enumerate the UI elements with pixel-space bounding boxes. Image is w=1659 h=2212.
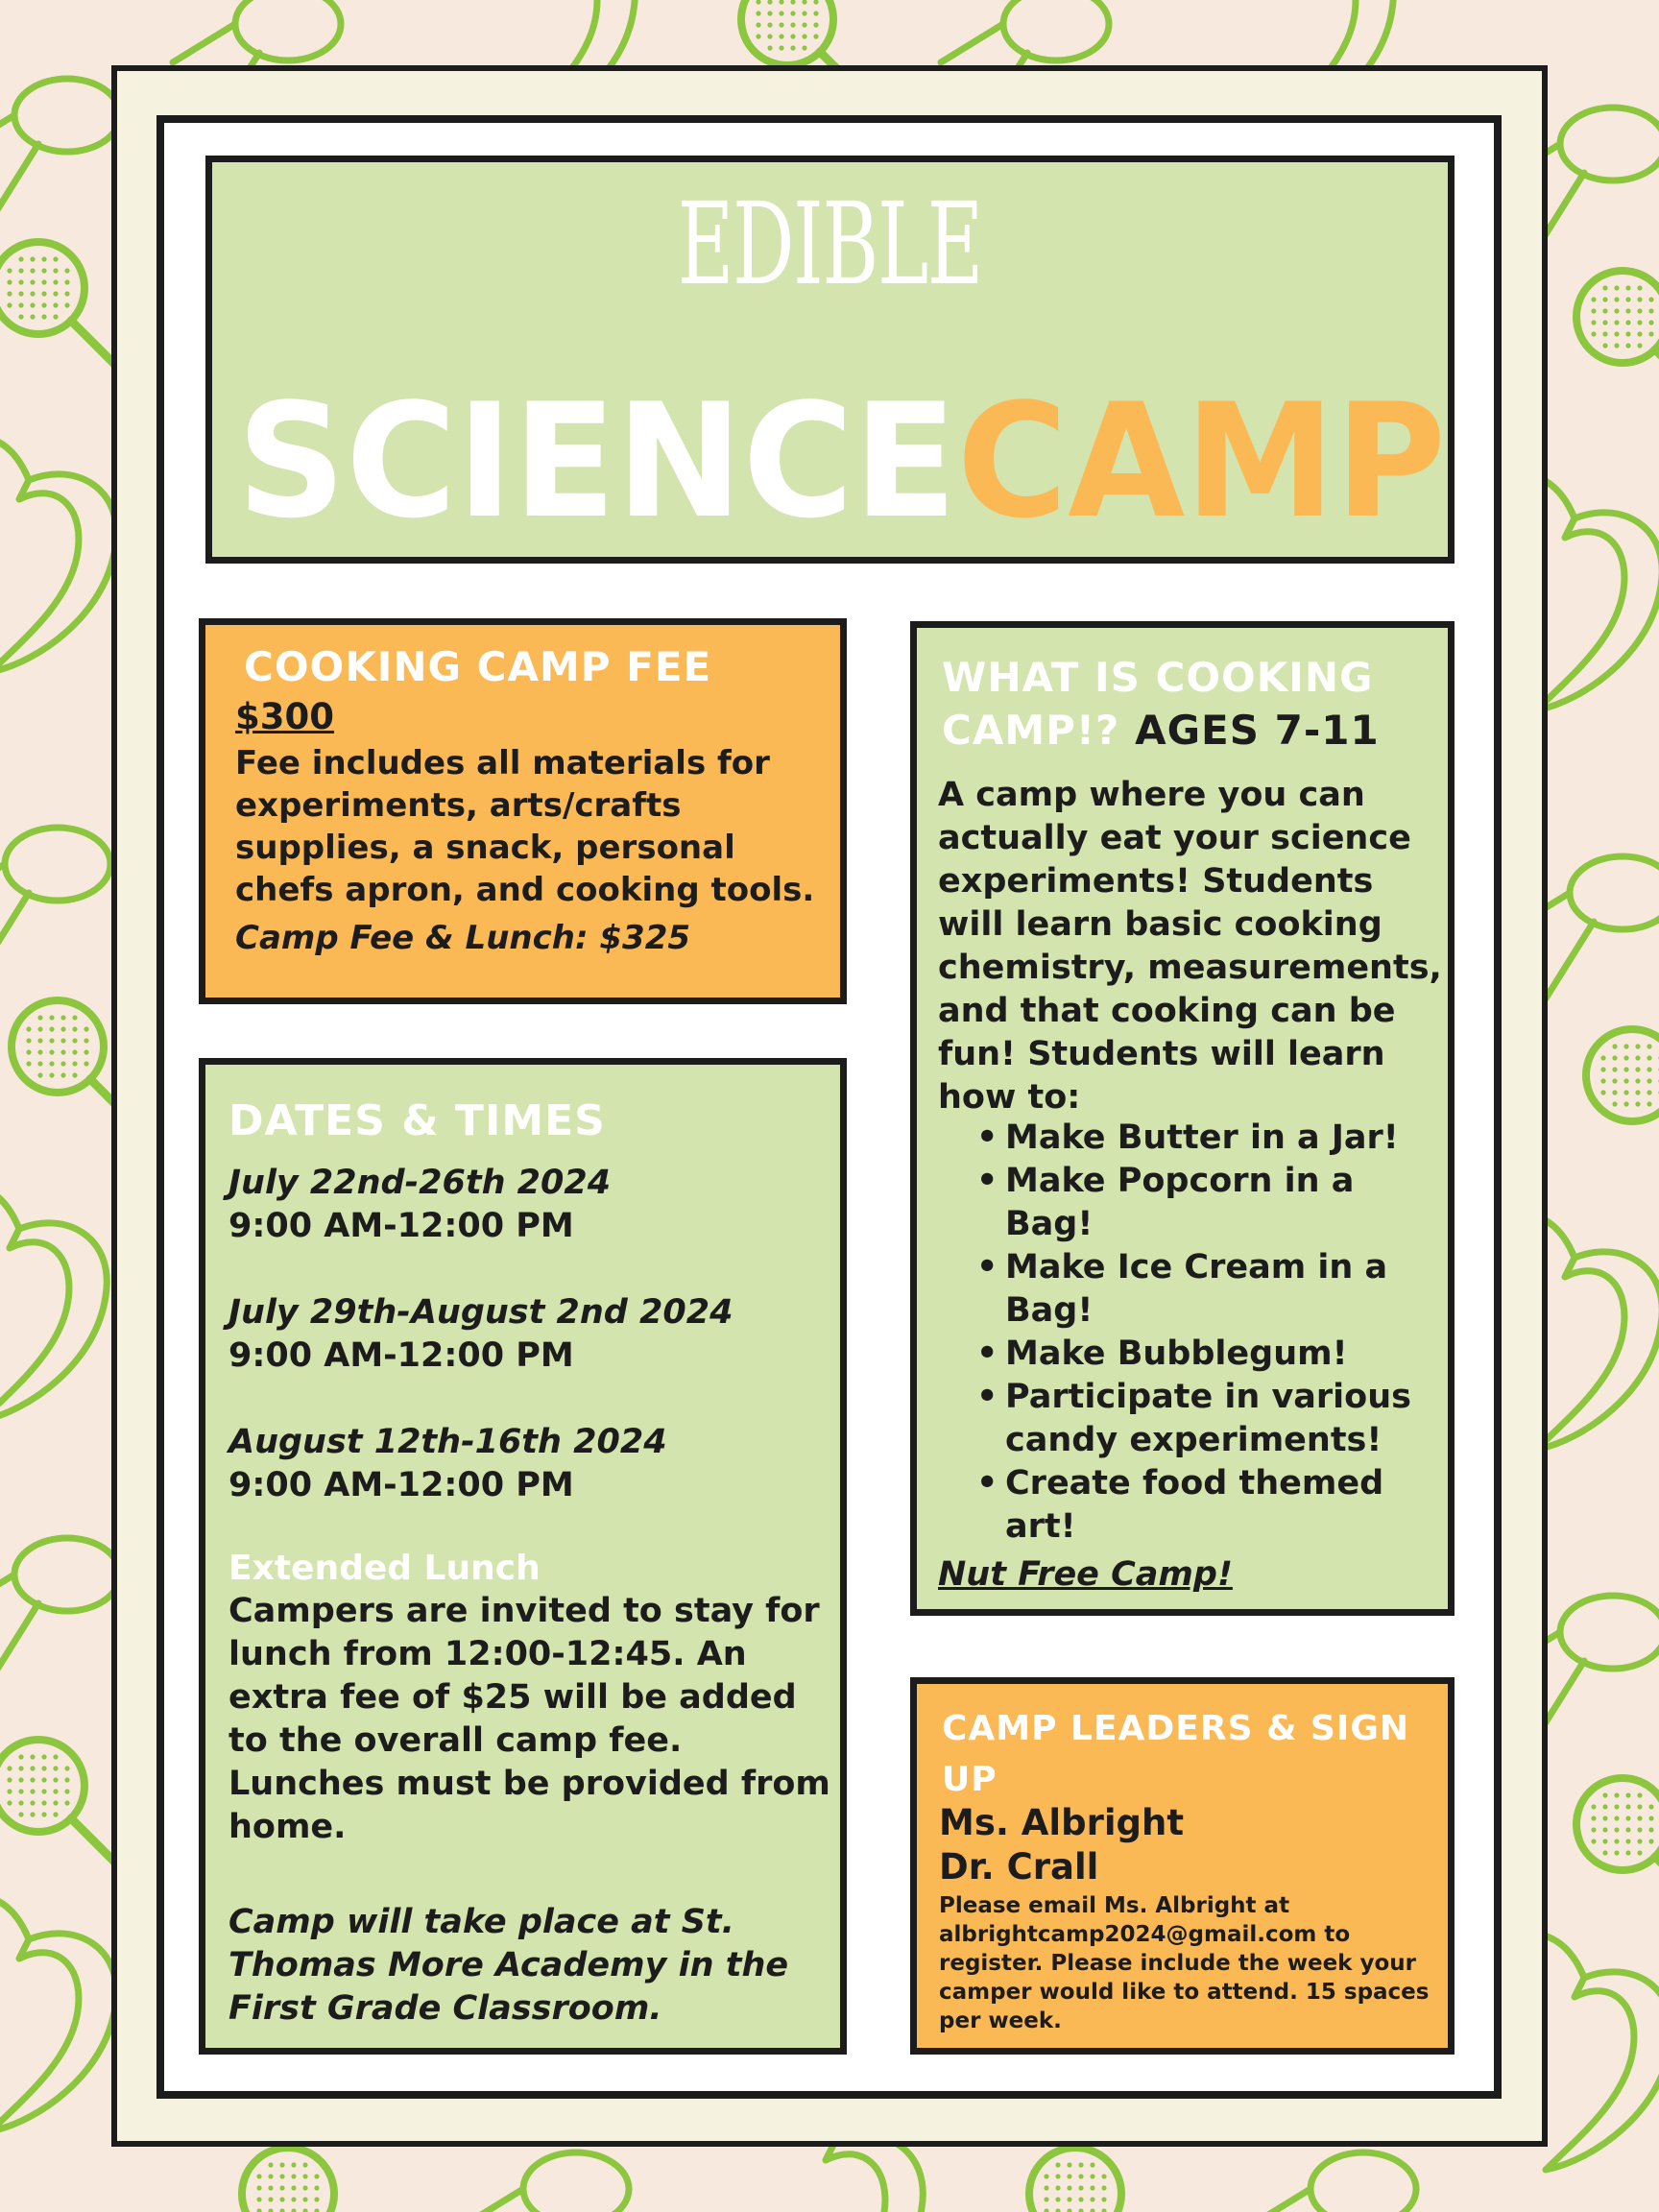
session-2 bbox=[228, 1291, 733, 1378]
list-item: • Create food themed art! bbox=[1005, 1462, 1435, 1549]
session-date: August 12th-16th 2024 bbox=[228, 1423, 667, 1461]
session-3 bbox=[228, 1421, 667, 1507]
extended-lunch-text: Campers are invited to stay for lunch from 12:00-12:45. An extra fee of $25 will be added to the overall camp fee. Lunches must be provided from home. bbox=[228, 1592, 830, 1846]
leader-name: Dr. Crall bbox=[939, 1846, 1099, 1887]
leader-name: Ms. Albright bbox=[939, 1802, 1185, 1843]
fee-description: Fee includes all materials for experiments, arts/crafts supplies, a snack, personal chefs apron, and cooking tools. bbox=[235, 744, 815, 909]
dates-heading: DATES & TIMES bbox=[228, 1096, 606, 1145]
session-time: 9:00 AM-12:00 PM bbox=[228, 1207, 574, 1245]
fee-panel bbox=[199, 618, 847, 1004]
extended-lunch-heading: Extended Lunch bbox=[228, 1549, 541, 1588]
session-date: July 29th-August 2nd 2024 bbox=[228, 1293, 733, 1332]
fee-lunch-price: Camp Fee & Lunch: $325 bbox=[235, 919, 691, 957]
fee-price: $300 bbox=[235, 696, 334, 737]
fee-heading: COOKING CAMP FEE bbox=[244, 643, 712, 690]
title-science: SCIENCE bbox=[236, 370, 957, 553]
list-item: • Make Popcorn in a Bag! bbox=[1005, 1160, 1435, 1246]
signup-instructions: Please email Ms. Albright at albrightcamp2024@gmail.com to register. Please include the week your camper would like to attend. 15 spaces per week. bbox=[939, 1893, 1430, 2033]
nut-free-note: Nut Free Camp! bbox=[938, 1555, 1233, 1594]
list-item: • Make Bubblegum! bbox=[1005, 1333, 1435, 1376]
title-main bbox=[236, 370, 1447, 553]
list-item: • Participate in various candy experiments! bbox=[1005, 1376, 1435, 1462]
title-camp: CAMP bbox=[956, 370, 1447, 553]
list-item: • Make Butter in a Jar! bbox=[1005, 1117, 1435, 1160]
session-1 bbox=[228, 1162, 611, 1248]
dates-panel bbox=[199, 1058, 847, 2055]
leaders-panel bbox=[910, 1677, 1455, 2055]
ages-label: AGES 7-11 bbox=[1135, 707, 1380, 754]
title-panel bbox=[205, 156, 1455, 564]
about-heading-text: WHAT IS COOKING CAMP!? bbox=[942, 654, 1374, 754]
session-time: 9:00 AM-12:00 PM bbox=[228, 1336, 574, 1375]
leaders-heading: CAMP LEADERS & SIGN UP bbox=[942, 1709, 1409, 1799]
about-heading bbox=[942, 651, 1441, 757]
activity-list bbox=[917, 1117, 1435, 1549]
session-date: July 22nd-26th 2024 bbox=[228, 1164, 612, 1202]
title-edible: EDIBLE bbox=[677, 178, 983, 310]
camp-location: Camp will take place at St. Thomas More Academy in the First Grade Classroom. bbox=[228, 1903, 789, 2028]
session-time: 9:00 AM-12:00 PM bbox=[228, 1466, 574, 1504]
list-item: • Make Ice Cream in a Bag! bbox=[1005, 1246, 1435, 1333]
about-description: A camp where you can actually eat your science experiments! Students will learn basic cooking chemistry, measurements, and that cooking can be fun! Students will learn how to: bbox=[938, 776, 1442, 1117]
about-panel bbox=[910, 621, 1455, 1616]
